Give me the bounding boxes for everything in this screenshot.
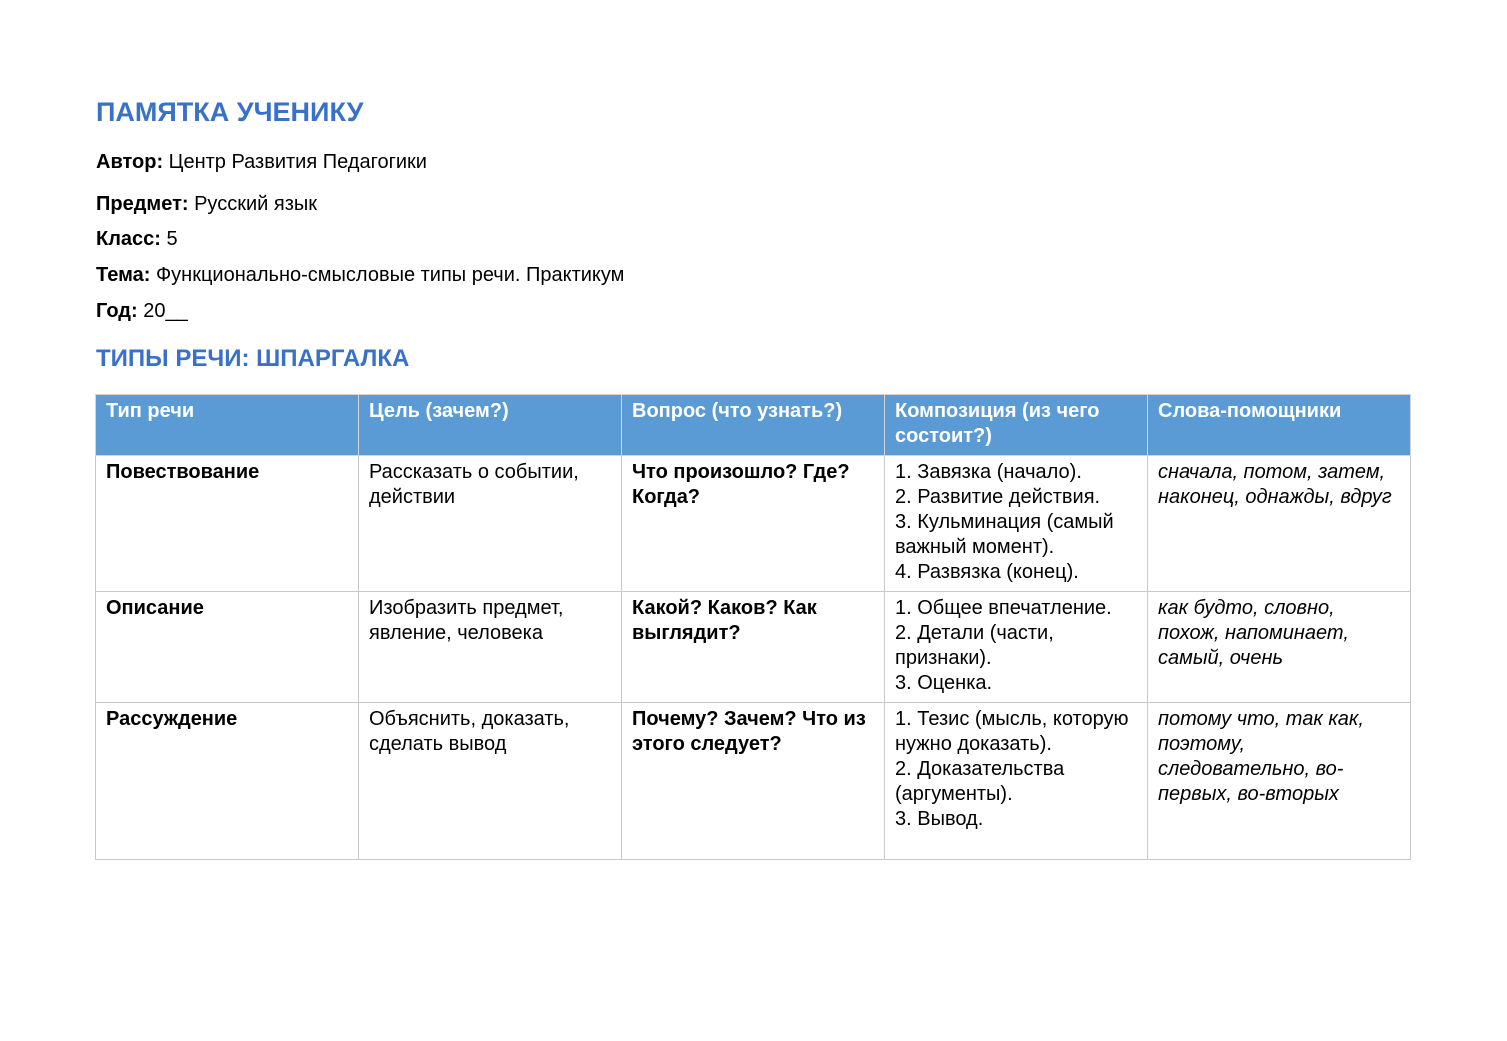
table-row (96, 456, 1411, 592)
meta-year-label: Год: (96, 300, 138, 322)
page-title: ПАМЯТКА УЧЕНИКУ (96, 97, 364, 127)
cell-words: как будто, словно, похож, напоминает, самый, очень (1148, 592, 1411, 703)
cell-type: Повествование (96, 456, 359, 592)
meta-grade (96, 226, 178, 252)
meta-year-value: 20__ (143, 300, 188, 322)
composition-line: 2. Доказательства (аргументы). (895, 758, 1065, 805)
composition-line: 1. Тезис (мысль, которую нужно доказать). (895, 708, 1129, 755)
cell-type: Описание (96, 592, 359, 703)
meta-subject (96, 191, 317, 217)
meta-author (96, 149, 427, 175)
cell-question: Что произошло? Где? Когда? (622, 456, 885, 592)
meta-subject-label: Предмет: (96, 193, 189, 215)
cell-question: Какой? Каков? Как выглядит? (622, 592, 885, 703)
meta-subject-value: Русский язык (194, 193, 317, 215)
composition-line: 4. Развязка (конец). (895, 561, 1079, 583)
composition-line: 2. Детали (части, признаки). (895, 622, 1054, 669)
meta-topic-value: Функционально-смысловые типы речи. Практикум (155, 264, 625, 286)
speech-types-table (95, 394, 1411, 860)
header-type: Тип речи (96, 395, 359, 456)
section-title: ТИПЫ РЕЧИ: ШПАРГАЛКА (96, 345, 410, 372)
composition-line: 3. Оценка. (895, 672, 993, 694)
header-question: Вопрос (что узнать?) (622, 395, 885, 456)
composition-line: 3. Кульминация (самый важный момент). (895, 511, 1114, 558)
header-goal: Цель (зачем?) (359, 395, 622, 456)
cell-goal: Объяснить, доказать, сделать вывод (359, 703, 622, 860)
table-header-row (96, 395, 1411, 456)
cell-question: Почему? Зачем? Что из этого следует? (622, 703, 885, 860)
cell-composition (885, 456, 1148, 592)
meta-grade-value: 5 (166, 228, 178, 250)
meta-topic-label: Тема: (96, 264, 151, 286)
meta-grade-label: Класс: (96, 228, 161, 250)
meta-author-value: Центр Развития Педагогики (168, 151, 427, 173)
cell-words: потому что, так как, поэтому, следовательно, во-первых, во-вторых (1148, 703, 1411, 860)
cell-words: сначала, потом, затем, наконец, однажды, вдруг (1148, 456, 1411, 592)
cell-type: Рассуждение (96, 703, 359, 860)
header-words: Слова-помощники (1148, 395, 1411, 456)
composition-line: 2. Развитие действия. (895, 486, 1101, 508)
cell-composition (885, 592, 1148, 703)
composition-line: 1. Завязка (начало). (895, 461, 1082, 483)
table-row (96, 703, 1411, 860)
cell-composition (885, 703, 1148, 860)
table-row (96, 592, 1411, 703)
header-composition: Композиция (из чего состоит?) (885, 395, 1148, 456)
meta-topic (96, 262, 624, 288)
cell-goal: Изобразить предмет, явление, человека (359, 592, 622, 703)
composition-line: 1. Общее впечатление. (895, 597, 1112, 619)
cell-goal: Рассказать о событии, действии (359, 456, 622, 592)
meta-author-label: Автор: (96, 151, 164, 173)
meta-year (96, 298, 188, 324)
composition-line: 3. Вывод. (895, 808, 984, 830)
